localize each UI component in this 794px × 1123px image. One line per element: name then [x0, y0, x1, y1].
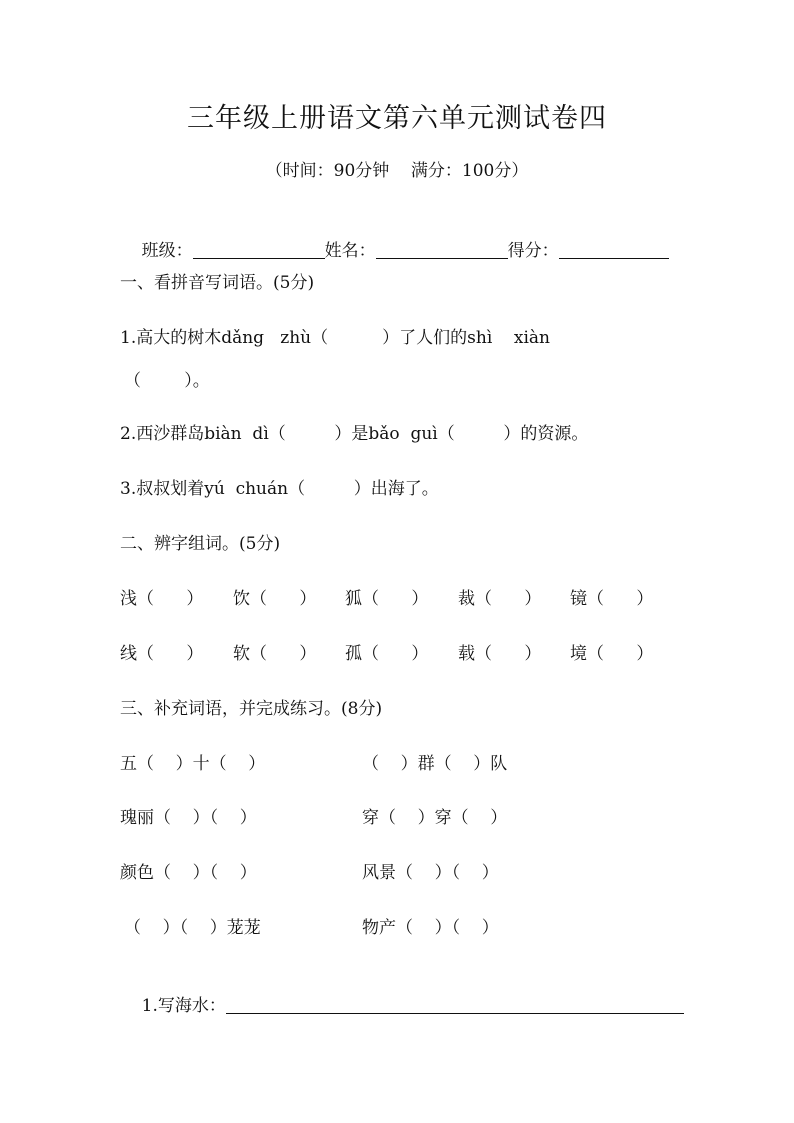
phrase-item: 颜色（ ）（ ） [120, 863, 257, 883]
writing-question [120, 973, 684, 1039]
word-item: 载（ ） [458, 644, 542, 664]
phrase-item: 物产（ ）（ ） [362, 918, 499, 938]
word-item: 饮（ ） [233, 589, 317, 609]
phrase-item: 瑰丽（ ）（ ） [120, 808, 257, 828]
question-text: 2.西沙群岛biàn dì（ ）是bǎo guì（ ）的资源。 [120, 424, 589, 444]
phrase-item: 穿（ ）穿（ ） [362, 808, 508, 828]
writing-question-label: 1.写海水： [141, 996, 226, 1016]
word-item: 裁（ ） [458, 589, 542, 609]
page-title: 三年级上册语文第六单元测试卷四 [187, 103, 607, 134]
phrase-item: 五（ ）十（ ） [120, 754, 266, 774]
word-item: 软（ ） [233, 644, 317, 664]
score-label: 得分： [507, 241, 559, 261]
class-label: 班级： [141, 241, 193, 261]
score-blank[interactable] [559, 240, 669, 259]
exam-time-score-info: （时间：90分钟 满分：100分） [265, 161, 529, 181]
name-blank[interactable] [376, 240, 508, 259]
section-heading: 二、辨字组词。(5分) [120, 534, 281, 554]
word-item: 境（ ） [570, 644, 654, 664]
question-text: （ ）。 [124, 371, 210, 391]
word-item: 孤（ ） [345, 644, 429, 664]
word-item: 浅（ ） [120, 589, 204, 609]
word-item: 狐（ ） [345, 589, 429, 609]
section-heading: 一、看拼音写词语。(5分) [120, 273, 315, 293]
phrase-item: 风景（ ）（ ） [362, 863, 499, 883]
phrase-item: （ ）群（ ）队 [362, 754, 508, 774]
word-item: 镜（ ） [570, 589, 654, 609]
question-text: 3.叔叔划着yú chuán（ ）出海了。 [120, 479, 439, 499]
class-blank[interactable] [193, 240, 325, 259]
question-text: 1.高大的树木dǎng zhù（ ）了人们的shì xiàn [120, 328, 551, 348]
answer-line[interactable] [226, 995, 684, 1014]
section-heading: 三、补充词语，并完成练习。(8分) [120, 699, 383, 719]
word-item: 线（ ） [120, 644, 204, 664]
name-label: 姓名： [324, 241, 376, 261]
phrase-item: （ ）（ ）茏茏 [124, 918, 261, 938]
